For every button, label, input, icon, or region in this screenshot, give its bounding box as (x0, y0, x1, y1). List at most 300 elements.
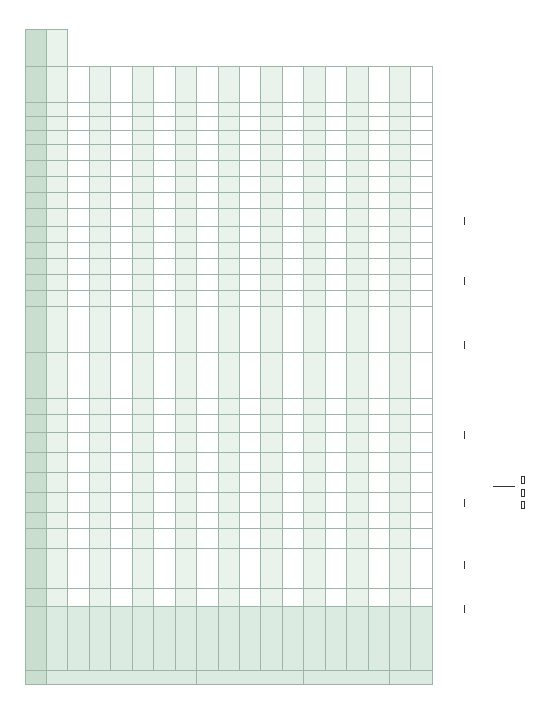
table-cell (325, 103, 346, 117)
table-cell (197, 131, 218, 145)
table-cell (111, 275, 132, 291)
table-cell (68, 433, 89, 453)
table-cell (132, 145, 153, 161)
table-cell (111, 473, 132, 493)
table-cell (197, 415, 218, 433)
table-cell (68, 243, 89, 259)
table-cell (89, 513, 110, 529)
table-cell (111, 529, 132, 549)
table-cell (111, 453, 132, 473)
table-cell (239, 145, 260, 161)
table-cell (282, 275, 303, 291)
table-cell (325, 161, 346, 177)
table-cell (390, 177, 411, 193)
code-seal-name (465, 217, 467, 225)
table-cell (68, 353, 89, 399)
table-cell (411, 227, 433, 243)
table-cell (218, 103, 239, 117)
table-cell (218, 145, 239, 161)
spec-cell (175, 607, 196, 671)
table-cell (325, 117, 346, 131)
table-cell (47, 161, 68, 177)
table-cell (411, 353, 433, 399)
table-cell (197, 259, 218, 275)
table-cell (325, 415, 346, 433)
table-cell (111, 433, 132, 453)
table-cell (304, 117, 325, 131)
table-cell (197, 433, 218, 453)
table-cell (68, 307, 89, 353)
table-row (111, 30, 132, 685)
header-cell (26, 493, 47, 513)
table-cell (304, 453, 325, 473)
table-cell (47, 275, 68, 291)
table-cell (304, 549, 325, 589)
table-cell (347, 275, 368, 291)
table-cell (239, 227, 260, 243)
table-cell (197, 103, 218, 117)
table-cell (154, 433, 175, 453)
code-pressure-name (465, 561, 467, 569)
table-row (325, 30, 346, 685)
table-cell (197, 353, 218, 399)
table-cell (89, 103, 110, 117)
table-cell (368, 549, 389, 589)
code-seal (463, 217, 467, 225)
table-cell (175, 399, 196, 415)
table-cell (411, 145, 433, 161)
table-cell (218, 415, 239, 433)
table-cell (154, 549, 175, 589)
table-cell (132, 353, 153, 399)
header-cell (26, 671, 47, 685)
table-cell (325, 453, 346, 473)
table-cell (411, 473, 433, 493)
table-cell (282, 243, 303, 259)
table-cell (239, 161, 260, 177)
table-cell (368, 209, 389, 227)
table-cell (368, 193, 389, 209)
table-cell (154, 493, 175, 513)
table-cell (411, 415, 433, 433)
table-cell (390, 529, 411, 549)
table-cell (47, 549, 68, 589)
table-cell (282, 193, 303, 209)
table-cell (239, 433, 260, 453)
table-cell (132, 493, 153, 513)
table-cell (368, 399, 389, 415)
table-cell (197, 307, 218, 353)
table-cell (218, 275, 239, 291)
table-cell (89, 549, 110, 589)
table-cell (68, 209, 89, 227)
table-cell (261, 493, 282, 513)
table-cell (304, 513, 325, 529)
table-cell (89, 353, 110, 399)
table-cell (390, 275, 411, 291)
table-cell (197, 177, 218, 193)
table-cell (197, 549, 218, 589)
fix-type-box (517, 474, 527, 509)
table-cell (197, 275, 218, 291)
table-cell (132, 307, 153, 353)
table-cell (347, 243, 368, 259)
table-cell (368, 259, 389, 275)
table-cell (175, 307, 196, 353)
table-cell (132, 103, 153, 117)
table-cell (89, 529, 110, 549)
table-cell (368, 473, 389, 493)
table-cell (347, 549, 368, 589)
table-cell (282, 307, 303, 353)
table-cell (47, 67, 68, 103)
table-cell (239, 513, 260, 529)
table-cell (47, 193, 68, 209)
table-row (368, 30, 389, 685)
table-cell (154, 103, 175, 117)
table-cell (239, 307, 260, 353)
table-cell (282, 589, 303, 607)
spec-cell (304, 607, 325, 671)
table-cell (390, 453, 411, 473)
table-cell (368, 145, 389, 161)
table-cell (325, 307, 346, 353)
table-cell (304, 209, 325, 227)
table-cell (304, 493, 325, 513)
group-label (304, 671, 390, 685)
table-cell (325, 433, 346, 453)
table-cell (68, 67, 89, 103)
table-cell (347, 161, 368, 177)
table-cell (68, 473, 89, 493)
table-cell (239, 473, 260, 493)
table-cell (325, 131, 346, 145)
table-cell (411, 243, 433, 259)
spec-cell (347, 607, 368, 671)
table-cell (111, 307, 132, 353)
table-row (282, 30, 303, 685)
fix-type-flange (521, 476, 525, 484)
table-cell (218, 209, 239, 227)
table-cell (175, 529, 196, 549)
table-cell (154, 399, 175, 415)
table-cell (47, 145, 68, 161)
table-cell (154, 227, 175, 243)
header-cell (26, 177, 47, 193)
table-cell (47, 415, 68, 433)
table-cell (282, 227, 303, 243)
table-cell (154, 243, 175, 259)
spec-cell (154, 607, 175, 671)
table-cell (261, 291, 282, 307)
table-cell (111, 589, 132, 607)
table-cell (89, 291, 110, 307)
table-cell (154, 161, 175, 177)
table-cell (390, 399, 411, 415)
table-cell (132, 259, 153, 275)
header-cell (26, 259, 47, 275)
table-cell (282, 103, 303, 117)
table-cell (111, 145, 132, 161)
table-cell (390, 433, 411, 453)
table-cell (390, 307, 411, 353)
table-cell (175, 493, 196, 513)
table-cell (282, 131, 303, 145)
table-cell (282, 291, 303, 307)
table-cell (239, 67, 260, 103)
table-cell (325, 145, 346, 161)
table-cell (304, 473, 325, 493)
table-cell (390, 415, 411, 433)
header-cell (26, 529, 47, 549)
table-cell (154, 275, 175, 291)
table-cell (368, 353, 389, 399)
table-cell (197, 209, 218, 227)
table-header-row (26, 30, 47, 685)
table-cell (282, 549, 303, 589)
header-cell (26, 353, 47, 399)
table-cell (68, 117, 89, 131)
table-cell (175, 67, 196, 103)
code-connection-name (465, 499, 467, 507)
table-cell (89, 243, 110, 259)
table-cell (47, 227, 68, 243)
table-cell (175, 259, 196, 275)
table-cell (261, 259, 282, 275)
code-spec (463, 431, 469, 439)
table-cell (239, 103, 260, 117)
table-cell (175, 433, 196, 453)
table-cell (197, 193, 218, 209)
table-cell (132, 291, 153, 307)
header-cell (26, 399, 47, 415)
table-cell (261, 161, 282, 177)
spec-table (25, 29, 433, 685)
table-cell (304, 275, 325, 291)
table-cell (325, 493, 346, 513)
table-cell (325, 193, 346, 209)
table-cell (368, 589, 389, 607)
table-cell (132, 415, 153, 433)
table-cell (239, 193, 260, 209)
code-connection (463, 499, 467, 507)
table-cell (89, 275, 110, 291)
table-cell (175, 161, 196, 177)
table-cell (47, 529, 68, 549)
table-cell (218, 513, 239, 529)
table-cell (368, 307, 389, 353)
table-cell (390, 67, 411, 103)
table-cell (132, 209, 153, 227)
table-cell (239, 353, 260, 399)
table-cell (132, 275, 153, 291)
arrow-connector-icon (493, 486, 515, 487)
spec-cell (111, 607, 132, 671)
table-cell (197, 399, 218, 415)
table-cell (132, 117, 153, 131)
header-cell (26, 193, 47, 209)
header-cell (26, 161, 47, 177)
table-cell (218, 259, 239, 275)
table-cell (89, 589, 110, 607)
table-cell (132, 513, 153, 529)
table-cell (154, 259, 175, 275)
table-cell (261, 67, 282, 103)
table-cell (89, 307, 110, 353)
table-cell (111, 513, 132, 529)
table-cell (218, 131, 239, 145)
table-cell (261, 415, 282, 433)
table-cell (89, 453, 110, 473)
code-model-name (465, 605, 467, 613)
table-cell (89, 433, 110, 453)
table-cell (261, 145, 282, 161)
table-cell (175, 131, 196, 145)
table-cell (197, 243, 218, 259)
table-cell (132, 549, 153, 589)
table-cell (368, 227, 389, 243)
header-cell (26, 307, 47, 353)
spec-cell (239, 607, 260, 671)
table-cell (68, 529, 89, 549)
table-cell (239, 243, 260, 259)
table-cell (282, 473, 303, 493)
table-cell (111, 549, 132, 589)
table-cell (390, 131, 411, 145)
table-cell (132, 177, 153, 193)
table-cell (390, 227, 411, 243)
table-cell (175, 227, 196, 243)
table-cell (304, 161, 325, 177)
table-cell (261, 307, 282, 353)
table-cell (390, 103, 411, 117)
table-cell (261, 589, 282, 607)
table-row (132, 30, 153, 685)
table-cell (411, 131, 433, 145)
table-cell (154, 415, 175, 433)
table-cell (368, 177, 389, 193)
table-cell (111, 177, 132, 193)
table-cell (411, 67, 433, 103)
table-cell (304, 589, 325, 607)
table-cell (218, 177, 239, 193)
header-cell (26, 275, 47, 291)
table-cell (411, 209, 433, 227)
table-cell (218, 243, 239, 259)
table-cell (175, 103, 196, 117)
table-cell (368, 529, 389, 549)
fix-type-ring (521, 501, 525, 509)
code-assembly (463, 277, 469, 285)
table-cell (197, 513, 218, 529)
table-cell (132, 67, 153, 103)
table-cell (282, 493, 303, 513)
table-cell (47, 131, 68, 145)
table-row (347, 30, 368, 685)
table-cell (175, 453, 196, 473)
table-cell (304, 291, 325, 307)
table-cell (304, 259, 325, 275)
table-cell (411, 291, 433, 307)
table-row (390, 30, 411, 685)
table-row (68, 30, 89, 685)
table-cell (261, 131, 282, 145)
table-cell (261, 549, 282, 589)
table-cell (368, 433, 389, 453)
table-cell (347, 589, 368, 607)
table-cell (218, 529, 239, 549)
table-cell (154, 177, 175, 193)
table-cell (390, 259, 411, 275)
table-cell (132, 399, 153, 415)
table-row (239, 30, 260, 685)
table-cell (304, 433, 325, 453)
table-cell (154, 291, 175, 307)
header-cell (26, 209, 47, 227)
table-cell (368, 493, 389, 513)
table-cell (239, 399, 260, 415)
table-cell (411, 193, 433, 209)
table-cell (47, 473, 68, 493)
table-cell (111, 209, 132, 227)
table-cell (347, 415, 368, 433)
table-cell (390, 513, 411, 529)
table-cell (111, 243, 132, 259)
table-cell (197, 473, 218, 493)
table-cell (261, 177, 282, 193)
table-cell (175, 193, 196, 209)
table-cell (261, 529, 282, 549)
table-cell (368, 291, 389, 307)
table-cell (154, 529, 175, 549)
table-cell (89, 259, 110, 275)
table-cell (111, 131, 132, 145)
table-cell (411, 275, 433, 291)
header-cell (26, 67, 47, 103)
table-cell (218, 473, 239, 493)
table-body (47, 30, 433, 685)
spec-cell (218, 607, 239, 671)
table-row (154, 30, 175, 685)
table-cell (132, 131, 153, 145)
table-cell (47, 453, 68, 473)
table-cell (111, 67, 132, 103)
table-cell (347, 103, 368, 117)
table-cell (261, 353, 282, 399)
table-cell (132, 227, 153, 243)
header-cell (26, 103, 47, 117)
spec-cell (411, 607, 433, 671)
table-cell (304, 399, 325, 415)
table-cell (368, 161, 389, 177)
table-cell (261, 433, 282, 453)
table-cell (304, 193, 325, 209)
table-cell (111, 227, 132, 243)
table-cell (154, 145, 175, 161)
table-cell (47, 399, 68, 415)
table-cell (325, 353, 346, 399)
table-cell (68, 513, 89, 529)
header-cell (26, 227, 47, 243)
table-cell (325, 227, 346, 243)
table-cell (239, 589, 260, 607)
table-cell (239, 275, 260, 291)
table-cell (89, 177, 110, 193)
table-cell (218, 589, 239, 607)
table-cell (89, 227, 110, 243)
table-cell (154, 513, 175, 529)
table-cell (390, 243, 411, 259)
